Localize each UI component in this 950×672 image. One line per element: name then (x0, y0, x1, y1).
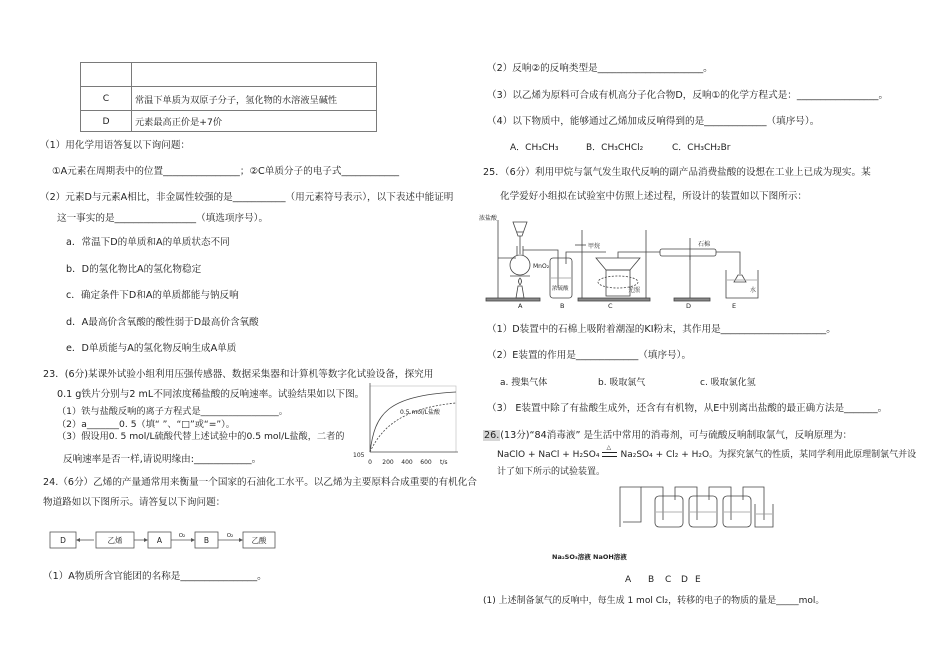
heating-condition: △ (606, 444, 612, 451)
graph-frame (370, 386, 456, 452)
table-row (81, 87, 377, 111)
q23-sub3-cont: 反响速率是否一样,请说明缘由:____________。 (63, 454, 262, 465)
choice-c: C．CH₃CH₂Br (672, 143, 731, 153)
unit-label-a: A (625, 575, 632, 585)
reagent-label: O₂ (178, 533, 186, 539)
label-water: 水 (750, 287, 757, 294)
label-conc-hcl: 浓盐酸 (479, 215, 498, 222)
curve-a (370, 392, 456, 452)
label-light: 光照 (628, 287, 641, 294)
inverted-funnel (734, 275, 746, 282)
gas-generator-a (620, 487, 641, 527)
q25-line1: 25．（6分）利用甲烷与氯气发生取代反响的副产品消费盐酸的设想在工业上已成为现实。某 (483, 167, 871, 178)
table-cell-empty (81, 63, 132, 87)
option-b: b．D的氢化物比A的氢化物稳定 (66, 264, 202, 275)
q25-option-c: c. 吸取氯化氢 (700, 378, 756, 388)
reaction-vessel-top (596, 258, 640, 270)
q26-line3: 计了如下所示的试验装置。 (497, 467, 606, 477)
tube-a-b (641, 487, 663, 520)
question-part1: （1）用化学用语答复以下询问题： (40, 140, 191, 151)
equation-products: Na₂SO₄ + Cl₂ + H₂O (620, 450, 710, 460)
pressure-time-graph (352, 380, 460, 468)
unit-label-c: C (665, 575, 672, 585)
solution-label-na2so3: Na₂SO₃溶液 (552, 553, 591, 561)
option-d: d．A最高价含氧酸的酸性弱于D最高价含氧酸 (66, 317, 259, 328)
q25-line2: 化学爱好小组拟在试验室中仿照上述过程，所设计的装置如以下图所示： (500, 191, 807, 202)
node-a: A (156, 536, 163, 545)
x-tick-label: 600 (420, 459, 432, 466)
q26-line1 (483, 430, 852, 442)
table-row (81, 63, 377, 87)
element-description: 常温下单质为双原子分子，氢化物的水溶液呈碱性 (132, 87, 377, 111)
question-part1-sub: ①A元素在周期表中的位置________________；②C单质分子的电子式____________ (52, 166, 400, 177)
q24-sub4: （4）以下物质中，能够通过乙烯加成反响得到的是_____________（填序号）。 (487, 116, 820, 127)
label-methane: 甲烷 (588, 243, 601, 250)
unit-label-b: B (648, 575, 655, 585)
y-tick-label: 105 (353, 452, 365, 459)
x-axis-unit: t/s (440, 459, 448, 466)
node-ethylene: 乙烯 (107, 536, 123, 545)
tube-c-d (709, 487, 731, 520)
q25-sub3: （3） E装置中除了有盐酸生成外，还含有有机物，从E中别离出盐酸的最正确方法是_______。 (487, 403, 888, 414)
solution-labels (552, 553, 627, 561)
equation-reactants: NaClO + NaCl + H₂SO₄ (497, 450, 600, 460)
unit-label-c: C (608, 302, 613, 310)
table-row (81, 111, 377, 132)
chlorine-property-apparatus (615, 482, 775, 530)
q26-line1-text: (13分)“84消毒液” 是生活中常用的消毒剂，可与硫酸反响制取氯气，反响原理为： (500, 430, 853, 441)
x-tick-label: 400 (401, 459, 413, 466)
tube-b-c (675, 487, 697, 520)
q24-sub3: （3）以乙烯为原料可合成有机高分子化合物D，反响①的化学方程式是：_________________。 (487, 90, 889, 101)
separatory-funnel (513, 222, 527, 236)
arrow-right-icon (239, 538, 243, 542)
unit-label-d: D (686, 302, 692, 310)
arrow-right-icon (191, 538, 195, 542)
solution-label-naoh: NaOH溶液 (593, 553, 627, 561)
methane-chlorination-apparatus (478, 208, 773, 310)
element-description: 元素最高正价是+7价 (132, 111, 377, 132)
unit-label-e: E (732, 302, 737, 310)
label-conc-h2so4: 浓硫酸 (552, 286, 569, 292)
q26-equation-line (497, 444, 917, 461)
q25-sub2: （2）E装置的作用是_____________（填序号）。 (487, 350, 692, 361)
q26-number-highlight: 26. (484, 430, 500, 441)
bottle-b (655, 496, 683, 527)
choice-b: B．CH₃CHCl₂ (586, 143, 644, 153)
stand-base-a (486, 298, 540, 301)
label-mno2: MnO₂ (533, 263, 550, 270)
tube-d-e (716, 252, 740, 274)
option-c: c．确定条件下D和A的单质都能与钠反响 (66, 290, 239, 301)
tube-d-e (743, 487, 764, 520)
burner (516, 286, 524, 298)
label-asbestos: 石棉 (698, 241, 711, 248)
node-acetic-acid: 乙酸 (251, 536, 267, 545)
option-e: e．D单质能与A的氢化物反响生成A单质 (66, 343, 237, 354)
hard-glass-tube-d (660, 249, 716, 256)
q25-option-a: a. 搜集气体 (500, 378, 548, 388)
q23-line2: 0.1 g铁片分别与2 mL不同浓度稀盐酸的反响速率。试验结果如以下图。 (57, 389, 365, 400)
q23-sub3: （3）假设用0. 5 mol/L硫酸代替上述试验中的0.5 mol/L盐酸，二者的 (57, 431, 345, 442)
stand-base-c (578, 298, 650, 301)
q25-sub1: （1）D装置中的石棉上吸附着潮湿的KI粉末，其作用是______________________。 (487, 324, 836, 335)
unit-label-d: D (681, 575, 688, 585)
flask-a (510, 255, 530, 275)
element-label: D (81, 111, 132, 132)
bottle-c (689, 496, 717, 527)
q26-sub1: (1) 上述制备氯气的反响中，每生成 1 mol Cl₂，转移的电子的物质的量是_____mol。 (483, 596, 825, 606)
option-a: a．常温下D的单质和A的单质状态不同 (66, 237, 230, 248)
element-label: C (81, 87, 132, 111)
synthesis-route-diagram (48, 526, 280, 554)
reagent-label: O₂ (226, 533, 234, 539)
q23-line1: 23．(6分)某课外试验小组利用压强传感器、数据采集器和计算机等数字化试验设备，探究用 (43, 369, 434, 380)
table-cell-empty (132, 63, 377, 87)
q23-sub1: （1）铁与盐酸反响的离子方程式是_________________。 (57, 406, 288, 417)
unit-label-e: E (695, 575, 701, 585)
tube-c-d (618, 252, 660, 258)
question-part2-line1: （2）元素D与元素A相比，非金属性较强的是___________（用元素符号表示），以下表述中能证明 (40, 192, 454, 203)
stand-base-d (674, 298, 710, 301)
question-part2-line2: 这一事实的是_________________（填选项序号）。 (57, 213, 269, 224)
q23-sub2: （2）a_______0. 5（填“ ”、“□”或“=”）。 (57, 419, 235, 430)
node-b: B (203, 536, 210, 545)
node-d: D (60, 536, 66, 545)
element-info-table (80, 62, 377, 132)
reaction-vessel-c (606, 270, 630, 296)
q24-line2: 物道路如以下图所示。请答复以下询问题： (43, 497, 226, 508)
unit-label-b: B (560, 302, 565, 310)
arrow-left-icon (76, 538, 80, 542)
q24-sub2: （2）反响②的反响类型是______________________。 (487, 63, 713, 74)
heated-equals-sign (602, 444, 617, 457)
arrow-right-icon (144, 538, 148, 542)
choice-a: A．CH₃CH₃ (510, 143, 559, 153)
unit-label-a: A (518, 302, 523, 310)
q25-option-b: b. 吸取氯气 (598, 378, 646, 388)
q24-line1: 24.（6分）乙烯的产量通常用来衡量一个国家的石油化工水平。以乙烯为主要原料合成重要的有机化合 (43, 477, 477, 488)
x-tick-label: 200 (382, 459, 394, 466)
bottle-d (723, 496, 751, 527)
equation-tail-text: 。为探究氯气的性质，某同学利用此原理制氯气并设 (709, 450, 917, 460)
series-label: 0.5 mol/L盐酸 (400, 409, 440, 416)
q24-sub1: （1）A物质所含官能团的名称是________________。 (43, 571, 267, 582)
x-tick-label: 0 (368, 459, 372, 466)
flame (519, 278, 522, 285)
